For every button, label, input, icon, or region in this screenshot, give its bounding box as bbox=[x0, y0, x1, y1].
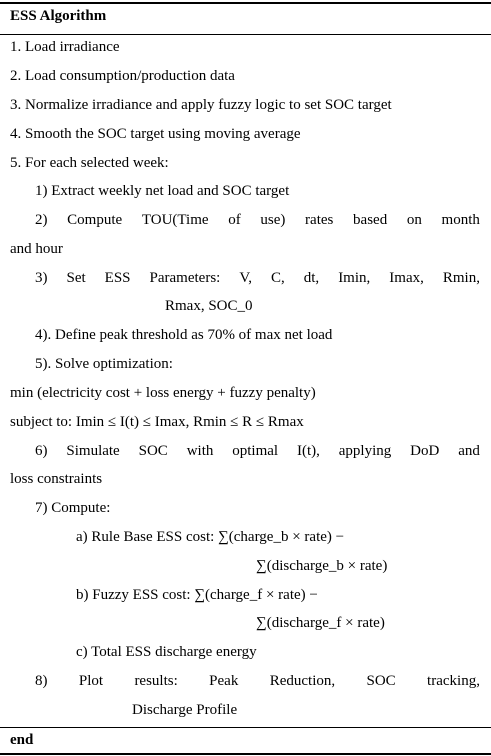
word: based bbox=[353, 212, 388, 228]
word: results: bbox=[134, 673, 178, 689]
word: month bbox=[441, 212, 480, 228]
step-5-5-constraints: subject to: Imin ≤ I(t) ≤ Imax, Rmin ≤ R ≤ Rmax bbox=[10, 414, 304, 430]
algorithm-title: ESS Algorithm bbox=[10, 8, 107, 24]
step-5-7b-cont: ∑(discharge_f × rate) bbox=[256, 615, 385, 631]
word: SOC bbox=[138, 443, 168, 459]
word: Rmin, bbox=[442, 270, 480, 286]
step-5-2-cont: and hour bbox=[10, 241, 63, 257]
step-5-4: 4). Define peak threshold as 70% of max net load bbox=[35, 327, 333, 343]
step-2: 2. Load consumption/production data bbox=[10, 68, 235, 84]
word: optimal bbox=[232, 443, 279, 459]
step-5-6-cont: loss constraints bbox=[10, 471, 103, 487]
step-5-2 bbox=[35, 210, 480, 230]
word: I(t), bbox=[296, 443, 320, 459]
word: DoD bbox=[410, 443, 440, 459]
word: Simulate bbox=[66, 443, 120, 459]
word: applying bbox=[338, 443, 392, 459]
word: of bbox=[228, 212, 241, 228]
step-5: 5. For each selected week: bbox=[10, 155, 169, 171]
step-5-1: 1) Extract weekly net load and SOC target bbox=[35, 183, 290, 199]
word: Imax, bbox=[389, 270, 424, 286]
footer-rule bbox=[0, 727, 491, 728]
word: SOC bbox=[366, 673, 396, 689]
word: Imin, bbox=[338, 270, 371, 286]
end-keyword: end bbox=[10, 732, 34, 748]
word: V, bbox=[239, 270, 252, 286]
word: tracking, bbox=[427, 673, 480, 689]
bottom-rule bbox=[0, 753, 491, 755]
step-5-3-cont: Rmax, SOC_0 bbox=[165, 298, 253, 314]
step-5-5: 5). Solve optimization: bbox=[35, 356, 173, 372]
word: Reduction, bbox=[269, 673, 336, 689]
step-5-3 bbox=[35, 268, 480, 288]
step-5-8-cont: Discharge Profile bbox=[132, 702, 238, 718]
header-rule bbox=[0, 34, 491, 35]
word: 2) bbox=[35, 212, 48, 228]
step-3: 3. Normalize irradiance and apply fuzzy logic to set SOC target bbox=[10, 97, 392, 113]
word: 3) bbox=[35, 270, 48, 286]
word: TOU(Time bbox=[141, 212, 209, 228]
step-5-7a: a) Rule Base ESS cost: ∑(charge_b × rate) − bbox=[76, 529, 345, 545]
step-5-7c: c) Total ESS discharge energy bbox=[76, 644, 257, 660]
word: Peak bbox=[209, 673, 239, 689]
word: Plot bbox=[78, 673, 104, 689]
step-5-5-objective: min (electricity cost + loss energy + fuzzy penalty) bbox=[10, 385, 316, 401]
word: on bbox=[406, 212, 422, 228]
word: with bbox=[186, 443, 214, 459]
word: use) bbox=[260, 212, 286, 228]
step-4: 4. Smooth the SOC target using moving average bbox=[10, 126, 301, 142]
step-5-7b: b) Fuzzy ESS cost: ∑(charge_f × rate) − bbox=[76, 587, 318, 603]
step-5-7a-cont: ∑(discharge_b × rate) bbox=[256, 558, 388, 574]
word: Set bbox=[66, 270, 86, 286]
word: ESS bbox=[104, 270, 131, 286]
word: and bbox=[458, 443, 480, 459]
word: 6) bbox=[35, 443, 48, 459]
word: Parameters: bbox=[149, 270, 221, 286]
top-rule bbox=[0, 2, 491, 4]
word: Compute bbox=[67, 212, 123, 228]
step-5-7: 7) Compute: bbox=[35, 500, 111, 516]
step-1: 1. Load irradiance bbox=[10, 39, 120, 55]
word: rates bbox=[305, 212, 334, 228]
word: C, bbox=[271, 270, 285, 286]
step-5-6 bbox=[35, 441, 480, 461]
word: dt, bbox=[303, 270, 320, 286]
word: 8) bbox=[35, 673, 48, 689]
step-5-8 bbox=[35, 671, 480, 691]
